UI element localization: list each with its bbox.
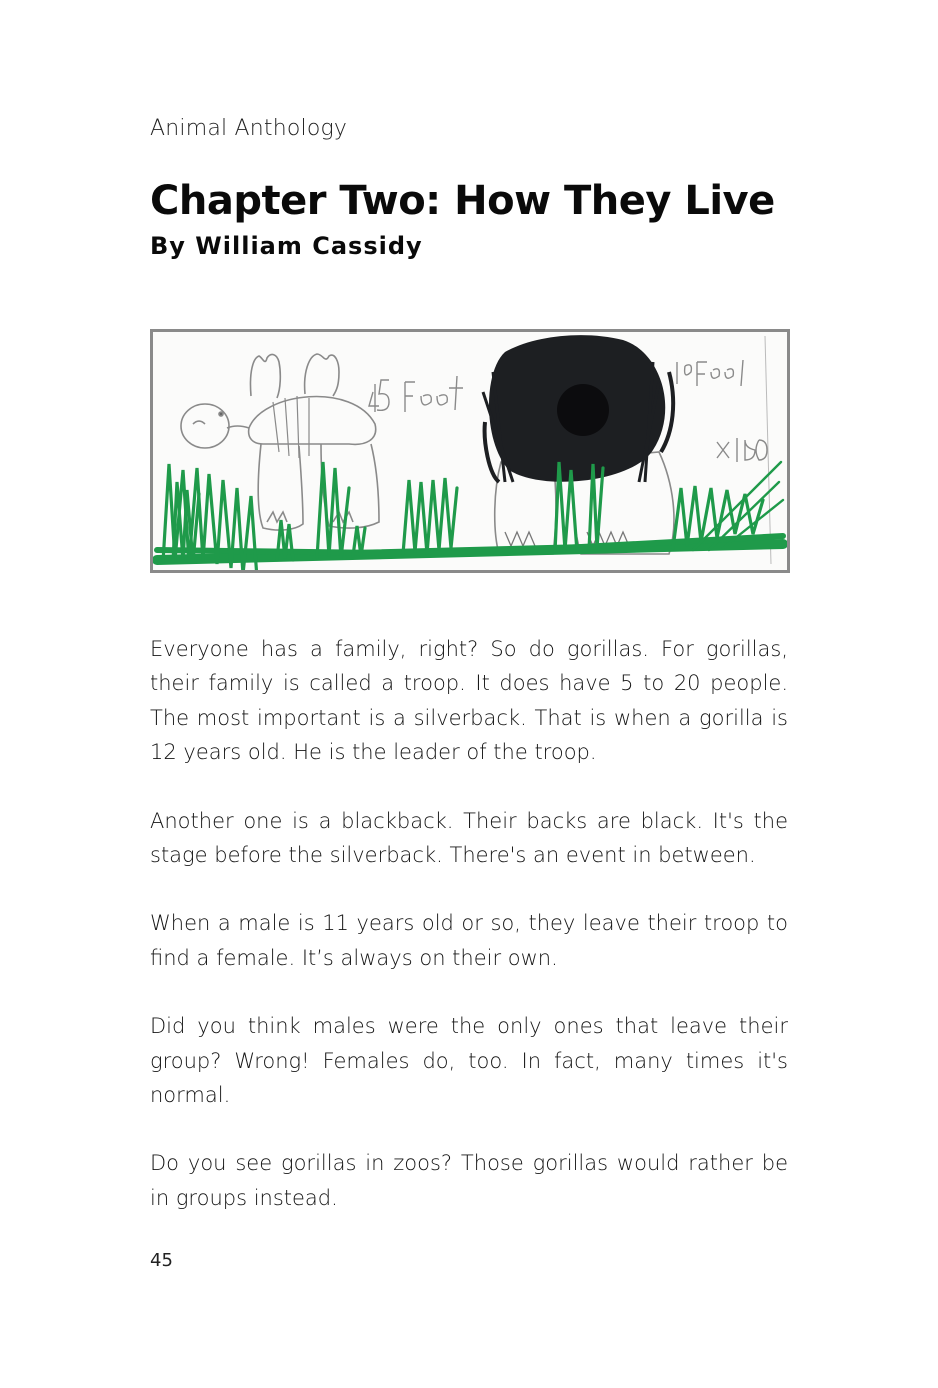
chapter-body xyxy=(150,632,788,1249)
body-paragraph: Another one is a blackback. Their backs are black. It's the stage before the silverback. There's an event in between. xyxy=(150,808,788,868)
running-header: Animal Anthology xyxy=(150,116,348,141)
author-byline: By William Cassidy xyxy=(150,232,423,260)
crayon-drawing-illustration xyxy=(153,332,787,570)
page-number: 45 xyxy=(150,1250,173,1271)
body-paragraph: Did you think males were the only ones that leave their group? Wrong! Females do, too. In fact, many times it's normal. xyxy=(150,1014,788,1108)
body-paragraph: Everyone has a family, right? So do gorillas. For gorillas, their family is called a troop. It does have 5 to 20 people. The most important is a silverback. That is when a gorilla is 12 years old. He is the leader of the troop. xyxy=(150,637,788,765)
illustration-frame xyxy=(150,329,790,573)
chapter-title: Chapter Two: How They Live xyxy=(150,178,775,224)
body-paragraph: When a male is 11 years old or so, they leave their troop to find a female. It’s always on their own. xyxy=(150,911,788,970)
body-paragraph: Do you see gorillas in zoos? Those gorillas would rather be in groups instead. xyxy=(150,1151,788,1210)
